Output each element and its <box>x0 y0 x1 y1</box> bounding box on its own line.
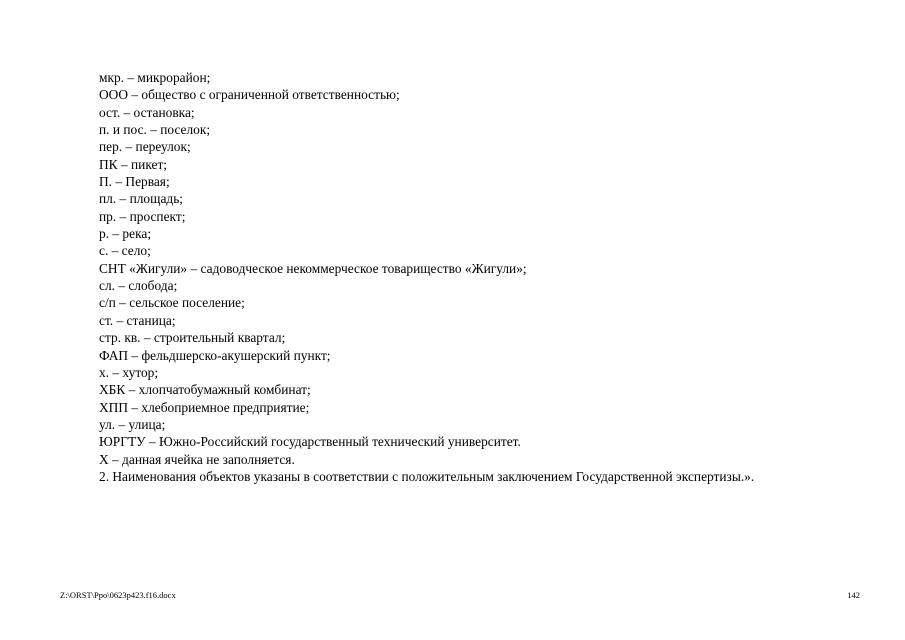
note-line: Х – данная ячейка не заполняется. <box>99 451 295 467</box>
abbreviation-line: ХПП – хлебоприемное предприятие; <box>99 399 310 415</box>
abbreviation-line: СНТ «Жигули» – садоводческое некоммерческое товарищество «Жигули»; <box>99 260 527 276</box>
abbreviation-line: пер. – переулок; <box>99 139 191 155</box>
note-line: 2. Наименования объектов указаны в соответствии с положительным заключением Государственной экспертизы.». <box>99 468 755 484</box>
abbreviation-line: п. и пос. – поселок; <box>99 122 211 138</box>
abbreviation-line: ООО – общество с ограниченной ответственностью; <box>99 87 400 103</box>
footer-file-path: Z:\ORST\Ppo\0623p423.f16.docx <box>60 590 176 600</box>
abbreviation-line: с/п – сельское поселение; <box>99 295 245 311</box>
abbreviation-line: стр. кв. – строительный квартал; <box>99 330 286 346</box>
page-number: 142 <box>847 590 860 600</box>
abbreviation-line: ФАП – фельдшерско-акушерский пункт; <box>99 347 331 363</box>
abbreviation-line: ХБК – хлопчатобумажный комбинат; <box>99 382 311 398</box>
abbreviation-line: ПК – пикет; <box>99 156 168 172</box>
abbreviation-line: с. – село; <box>99 243 151 259</box>
abbreviation-list <box>99 69 754 485</box>
abbreviation-line: сл. – слобода; <box>99 278 178 294</box>
abbreviation-line: р. – река; <box>99 226 152 242</box>
abbreviation-line: ст. – станица; <box>99 312 176 328</box>
abbreviation-line: пр. – проспект; <box>99 208 186 224</box>
abbreviation-line: ЮРГТУ – Южно-Российский государственный технический университет. <box>99 434 521 450</box>
abbreviation-line: ул. – улица; <box>99 416 166 432</box>
abbreviation-line: П. – Первая; <box>99 174 170 190</box>
abbreviation-line: пл. – площадь; <box>99 191 184 207</box>
abbreviation-line: х. – хутор; <box>99 364 159 380</box>
abbreviation-line: мкр. – микрорайон; <box>99 70 211 85</box>
abbreviation-line: ост. – остановка; <box>99 104 195 120</box>
